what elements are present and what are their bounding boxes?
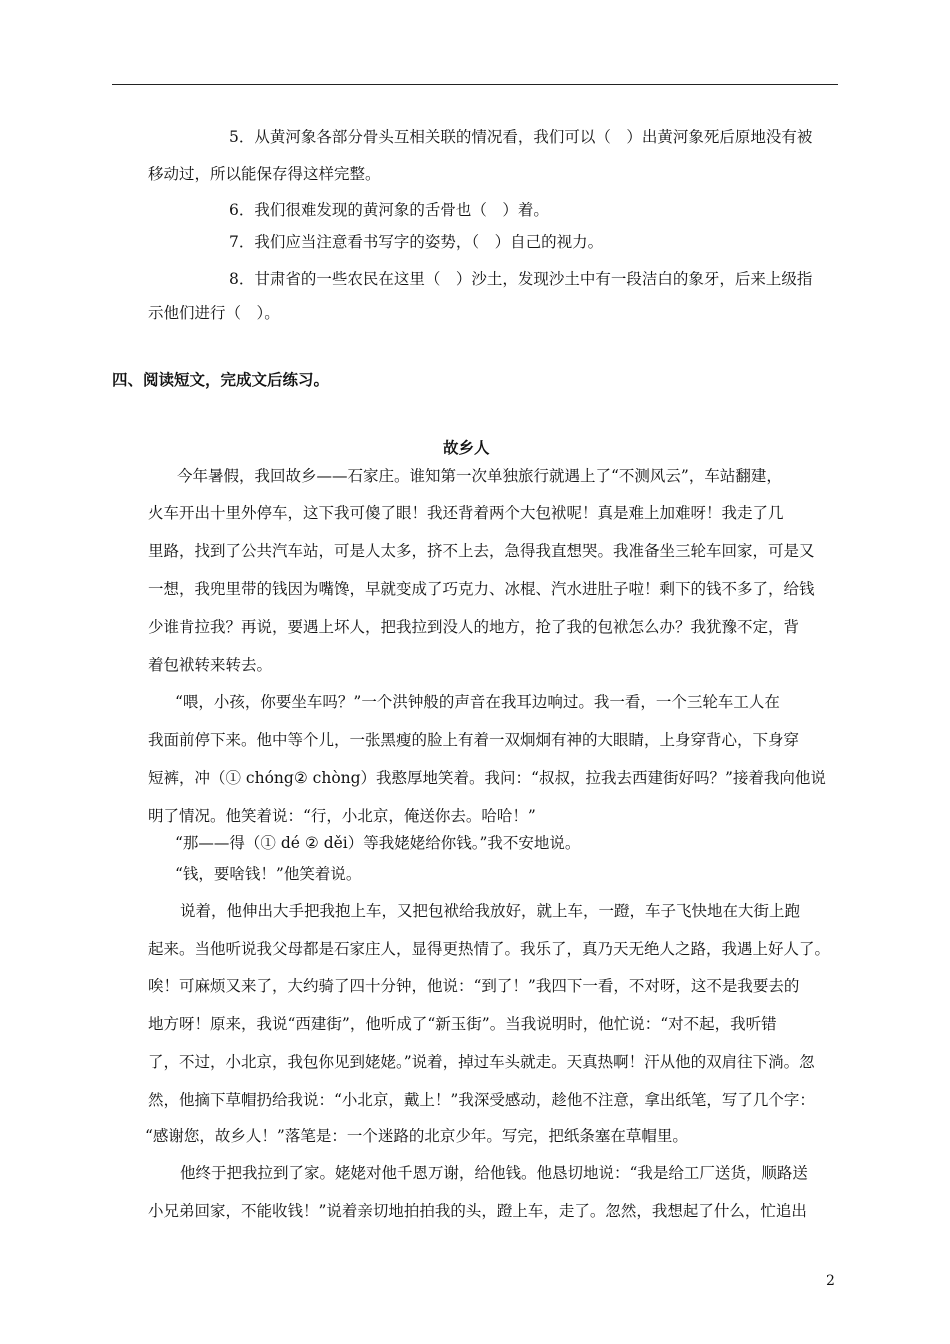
passage-line: 起来。当他听说我父母都是石家庄人，显得更热情了。我乐了，真乃天无绝人之路，我遇上好人了。 bbox=[148, 940, 831, 958]
passage-line: 里路，找到了公共汽车站，可是人太多，挤不上去，急得我直想哭。我准备坐三轮车回家，可是又 bbox=[148, 542, 815, 560]
passage-line: 他终于把我拉到了家。姥姥对他千恩万谢，给他钱。他恳切地说：“我是给工厂送货，顺路送 bbox=[180, 1164, 808, 1182]
header-rule bbox=[112, 84, 838, 85]
passage-line: 少谁肯拉我？再说，要遇上坏人，把我拉到没人的地方，抢了我的包袱怎么办？我犹豫不定，背 bbox=[148, 618, 800, 636]
passage-line: 我面前停下来。他中等个儿，一张黑瘦的脸上有着一双炯炯有神的大眼睛，上身穿背心，下身穿 bbox=[148, 731, 800, 749]
passage-line: 短裤，冲（① chóng② chòng）我憨厚地笑着。我问：“叔叔，拉我去西建街好吗？”接着我向他说 bbox=[148, 769, 826, 787]
passage-line: 明了情况。他笑着说：“行，小北京，俺送你去。哈哈！” bbox=[148, 807, 536, 825]
passage-line: 火车开出十里外停车，这下我可傻了眼！我还背着两个大包袱呢！真是难上加难呀！我走了几 bbox=[148, 504, 784, 522]
section-four-heading: 四、阅读短文，完成文后练习。 bbox=[112, 370, 330, 389]
passage-line: 唉！可麻烦又来了，大约骑了四十分钟，他说：“到了！”我四下一看，不对呀，这不是我要去的 bbox=[148, 977, 800, 995]
exercise-q6: 6．我们很难发现的黄河象的舌骨也（ ）着。 bbox=[229, 201, 549, 219]
passage-line: 说着，他伸出大手把我抱上车，又把包袱给我放好，就上车，一蹬，车子飞快地在大街上跑 bbox=[180, 902, 801, 920]
passage-line: 地方呀！原来，我说“西建街”，他听成了“新玉街”。当我说明时，他忙说：“对不起，我听错 bbox=[148, 1015, 777, 1033]
exercise-q5-line2: 移动过，所以能保存得这样完整。 bbox=[148, 165, 381, 183]
passage-line: “那——得（① dé ② děi）等我姥姥给你钱。”我不安地说。 bbox=[175, 834, 581, 852]
exercise-q7: 7．我们应当注意看书写字的姿势，（ ）自己的视力。 bbox=[229, 233, 604, 251]
page-number: 2 bbox=[826, 1273, 835, 1289]
passage-line: “感谢您，故乡人！”落笔是：一个迷路的北京少年。写完，把纸条塞在草帽里。 bbox=[145, 1127, 688, 1145]
passage-line: 了，不过，小北京，我包你见到姥姥。”说着，掉过车头就走。天真热啊！汗从他的双肩往下淌。忽 bbox=[148, 1053, 815, 1071]
passage-line: “钱，要啥钱！”他笑着说。 bbox=[175, 865, 362, 883]
passage-line: 今年暑假，我回故乡——石家庄。谁知第一次单独旅行就遇上了“不测风云”，车站翻建， bbox=[177, 467, 782, 485]
exercise-q8-line2: 示他们进行（ ）。 bbox=[148, 304, 280, 322]
passage-line: 然，他摘下草帽扔给我说：“小北京，戴上！”我深受感动，趁他不注意，拿出纸笔，写了几个字： bbox=[148, 1091, 815, 1109]
passage-line: 小兄弟回家，不能收钱！”说着亲切地拍拍我的头，蹬上车，走了。忽然，我想起了什么，忙追出 bbox=[148, 1202, 807, 1220]
passage-title: 故乡人 bbox=[443, 438, 490, 457]
exercise-q5-line1: 5．从黄河象各部分骨头互相关联的情况看，我们可以（ ）出黄河象死后原地没有被 bbox=[229, 128, 813, 146]
passage-line: “喂，小孩，你要坐车吗？”一个洪钟般的声音在我耳边响过。我一看，一个三轮车工人在 bbox=[175, 693, 780, 711]
passage-line: 一想，我兜里带的钱因为嘴馋，早就变成了巧克力、冰棍、汽水进肚子啦！剩下的钱不多了，给钱 bbox=[148, 580, 815, 598]
exercise-q8-line1: 8．甘肃省的一些农民在这里（ ）沙土，发现沙土中有一段洁白的象牙，后来上级指 bbox=[229, 270, 813, 288]
passage-line: 着包袱转来转去。 bbox=[148, 656, 273, 674]
